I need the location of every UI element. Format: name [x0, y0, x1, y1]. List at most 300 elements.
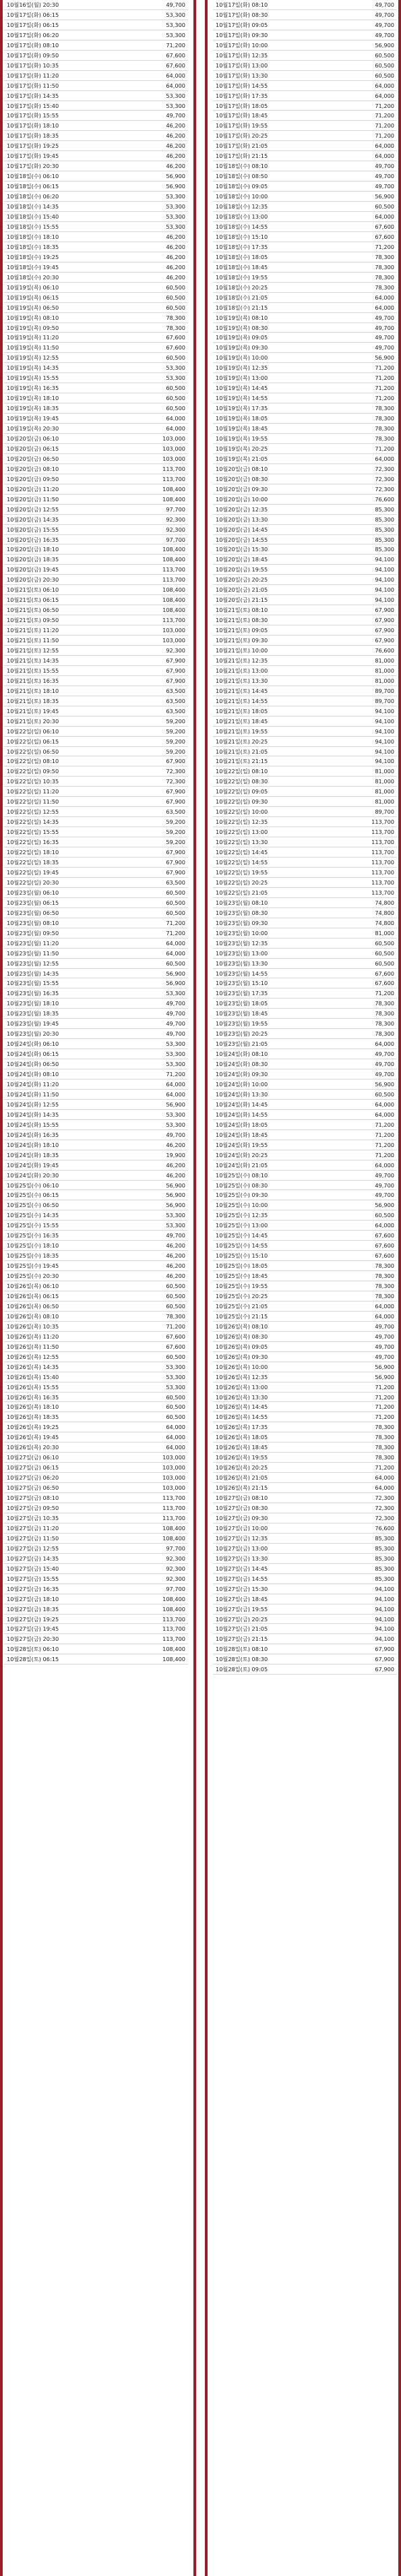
list-item[interactable] — [213, 1453, 397, 1463]
list-item[interactable] — [213, 686, 397, 696]
list-item[interactable] — [213, 1049, 397, 1059]
list-item[interactable] — [4, 646, 188, 656]
list-item[interactable] — [4, 0, 188, 10]
list-item[interactable] — [213, 1019, 397, 1029]
list-item[interactable] — [213, 918, 397, 928]
list-item[interactable] — [4, 1190, 188, 1200]
list-item[interactable] — [4, 1372, 188, 1382]
list-item[interactable] — [4, 807, 188, 817]
list-item[interactable] — [4, 625, 188, 636]
list-item[interactable] — [4, 353, 188, 363]
list-item[interactable] — [213, 51, 397, 61]
list-item[interactable] — [213, 131, 397, 141]
list-item[interactable] — [4, 868, 188, 878]
list-item[interactable] — [4, 878, 188, 888]
list-item[interactable] — [213, 1312, 397, 1322]
list-item[interactable] — [4, 1251, 188, 1261]
list-item[interactable] — [213, 484, 397, 495]
list-item[interactable] — [213, 1120, 397, 1130]
list-item[interactable] — [213, 827, 397, 837]
list-item[interactable] — [4, 1029, 188, 1039]
list-item[interactable] — [4, 454, 188, 464]
list-item[interactable] — [4, 273, 188, 283]
list-item[interactable] — [4, 565, 188, 575]
list-item[interactable] — [213, 656, 397, 666]
list-item[interactable] — [4, 1402, 188, 1412]
list-item[interactable] — [213, 565, 397, 575]
list-item[interactable] — [213, 30, 397, 40]
list-item[interactable] — [4, 40, 188, 51]
list-item[interactable] — [4, 1362, 188, 1372]
list-item[interactable] — [4, 756, 188, 766]
list-item[interactable] — [213, 1210, 397, 1221]
list-item[interactable] — [4, 1604, 188, 1615]
list-item[interactable] — [213, 474, 397, 484]
list-item[interactable] — [213, 1443, 397, 1453]
list-item[interactable] — [4, 161, 188, 171]
list-item[interactable] — [213, 81, 397, 91]
list-item[interactable] — [213, 424, 397, 434]
list-item[interactable] — [213, 605, 397, 615]
list-item[interactable] — [213, 1402, 397, 1412]
list-item[interactable] — [4, 978, 188, 988]
list-item[interactable] — [4, 30, 188, 40]
list-item[interactable] — [4, 192, 188, 202]
list-item[interactable] — [213, 71, 397, 81]
list-item[interactable] — [4, 636, 188, 646]
list-item[interactable] — [213, 495, 397, 505]
list-item[interactable] — [213, 1231, 397, 1241]
list-item[interactable] — [213, 202, 397, 212]
list-item[interactable] — [4, 1160, 188, 1171]
list-item[interactable] — [4, 1342, 188, 1352]
list-item[interactable] — [213, 595, 397, 605]
list-item[interactable] — [4, 1312, 188, 1322]
list-item[interactable] — [4, 949, 188, 959]
list-item[interactable] — [4, 323, 188, 333]
list-item[interactable] — [213, 1069, 397, 1080]
list-item[interactable] — [213, 1564, 397, 1574]
list-item[interactable] — [213, 676, 397, 686]
list-item[interactable] — [4, 181, 188, 192]
list-item[interactable] — [4, 1322, 188, 1332]
list-item[interactable] — [4, 888, 188, 898]
list-item[interactable] — [213, 969, 397, 979]
list-item[interactable] — [4, 1432, 188, 1443]
list-item[interactable] — [213, 636, 397, 646]
list-item[interactable] — [4, 1574, 188, 1584]
list-item[interactable] — [213, 747, 397, 757]
list-item[interactable] — [4, 615, 188, 625]
list-item[interactable] — [213, 1412, 397, 1422]
list-item[interactable] — [4, 1393, 188, 1403]
list-item[interactable] — [4, 525, 188, 535]
list-item[interactable] — [4, 1130, 188, 1140]
list-item[interactable] — [213, 1615, 397, 1625]
list-item[interactable] — [4, 495, 188, 505]
list-item[interactable] — [213, 625, 397, 636]
list-item[interactable] — [213, 1362, 397, 1372]
list-item[interactable] — [4, 999, 188, 1009]
list-item[interactable] — [213, 585, 397, 595]
list-item[interactable] — [213, 1009, 397, 1019]
list-item[interactable] — [213, 1322, 397, 1332]
list-item[interactable] — [4, 505, 188, 515]
list-item[interactable] — [213, 717, 397, 727]
list-item[interactable] — [213, 1281, 397, 1291]
list-item[interactable] — [4, 363, 188, 373]
list-item[interactable] — [213, 1150, 397, 1160]
list-item[interactable] — [213, 434, 397, 444]
list-item[interactable] — [4, 1513, 188, 1523]
list-item[interactable] — [4, 101, 188, 111]
list-item[interactable] — [213, 171, 397, 181]
list-item[interactable] — [4, 343, 188, 353]
list-item[interactable] — [4, 717, 188, 727]
list-item[interactable] — [213, 1493, 397, 1503]
list-item[interactable] — [4, 1443, 188, 1453]
list-item[interactable] — [4, 1473, 188, 1483]
list-item[interactable] — [4, 1200, 188, 1210]
list-item[interactable] — [213, 283, 397, 293]
list-item[interactable] — [4, 10, 188, 20]
list-item[interactable] — [4, 1493, 188, 1503]
list-item[interactable] — [4, 1090, 188, 1100]
list-item[interactable] — [213, 273, 397, 283]
list-item[interactable] — [4, 1463, 188, 1473]
list-item[interactable] — [4, 121, 188, 131]
list-item[interactable] — [4, 252, 188, 262]
list-item[interactable] — [4, 393, 188, 403]
list-item[interactable] — [213, 454, 397, 464]
list-item[interactable] — [4, 908, 188, 918]
list-item[interactable] — [4, 141, 188, 151]
list-item[interactable] — [213, 1352, 397, 1362]
list-item[interactable] — [4, 918, 188, 928]
list-item[interactable] — [213, 988, 397, 999]
list-item[interactable] — [213, 837, 397, 847]
list-item[interactable] — [213, 1261, 397, 1271]
list-item[interactable] — [4, 1059, 188, 1069]
list-item[interactable] — [4, 71, 188, 81]
list-item[interactable] — [4, 585, 188, 595]
list-item[interactable] — [4, 212, 188, 222]
list-item[interactable] — [4, 1231, 188, 1241]
list-item[interactable] — [4, 686, 188, 696]
list-item[interactable] — [4, 1654, 188, 1664]
list-item[interactable] — [213, 141, 397, 151]
list-item[interactable] — [213, 1634, 397, 1644]
list-item[interactable] — [4, 928, 188, 939]
list-item[interactable] — [213, 505, 397, 515]
list-item[interactable] — [4, 777, 188, 787]
list-item[interactable] — [4, 1615, 188, 1625]
list-item[interactable] — [4, 434, 188, 444]
list-item[interactable] — [213, 1534, 397, 1544]
list-item[interactable] — [4, 1009, 188, 1019]
list-item[interactable] — [4, 1039, 188, 1049]
list-item[interactable] — [4, 202, 188, 212]
list-item[interactable] — [213, 1110, 397, 1120]
list-item[interactable] — [4, 1422, 188, 1432]
list-item[interactable] — [4, 1564, 188, 1574]
list-item[interactable] — [213, 1594, 397, 1604]
list-item[interactable] — [4, 605, 188, 615]
list-item[interactable] — [213, 232, 397, 242]
list-item[interactable] — [4, 727, 188, 737]
list-item[interactable] — [213, 766, 397, 777]
list-item[interactable] — [4, 1241, 188, 1251]
list-item[interactable] — [4, 1534, 188, 1544]
list-item[interactable] — [213, 151, 397, 161]
list-item[interactable] — [4, 1110, 188, 1120]
list-item[interactable] — [213, 575, 397, 585]
list-item[interactable] — [4, 383, 188, 393]
list-item[interactable] — [213, 303, 397, 313]
list-item[interactable] — [4, 1120, 188, 1130]
list-item[interactable] — [213, 1080, 397, 1090]
list-item[interactable] — [4, 1594, 188, 1604]
list-item[interactable] — [4, 242, 188, 252]
list-item[interactable] — [4, 1181, 188, 1191]
list-item[interactable] — [213, 1251, 397, 1261]
list-item[interactable] — [4, 1100, 188, 1110]
list-item[interactable] — [213, 212, 397, 222]
list-item[interactable] — [4, 91, 188, 101]
list-item[interactable] — [4, 20, 188, 30]
list-item[interactable] — [213, 1332, 397, 1342]
list-item[interactable] — [4, 171, 188, 181]
list-item[interactable] — [213, 756, 397, 766]
list-item[interactable] — [4, 403, 188, 414]
list-item[interactable] — [213, 242, 397, 252]
list-item[interactable] — [213, 1059, 397, 1069]
list-item[interactable] — [213, 161, 397, 171]
list-item[interactable] — [213, 1473, 397, 1483]
list-item[interactable] — [213, 444, 397, 454]
list-item[interactable] — [4, 424, 188, 434]
list-item[interactable] — [4, 817, 188, 827]
list-item[interactable] — [213, 807, 397, 817]
list-item[interactable] — [4, 111, 188, 121]
list-item[interactable] — [4, 1554, 188, 1564]
list-item[interactable] — [213, 91, 397, 101]
list-item[interactable] — [213, 999, 397, 1009]
list-item[interactable] — [213, 1029, 397, 1039]
list-item[interactable] — [213, 1372, 397, 1382]
list-item[interactable] — [213, 111, 397, 121]
list-item[interactable] — [4, 151, 188, 161]
list-item[interactable] — [213, 797, 397, 807]
list-item[interactable] — [4, 1544, 188, 1554]
list-item[interactable] — [213, 40, 397, 51]
list-item[interactable] — [213, 20, 397, 30]
list-item[interactable] — [4, 262, 188, 273]
list-item[interactable] — [213, 1140, 397, 1150]
list-item[interactable] — [213, 1181, 397, 1191]
list-item[interactable] — [213, 1432, 397, 1443]
list-item[interactable] — [213, 525, 397, 535]
list-item[interactable] — [4, 373, 188, 383]
list-item[interactable] — [4, 666, 188, 676]
list-item[interactable] — [213, 1301, 397, 1312]
list-item[interactable] — [4, 444, 188, 454]
list-item[interactable] — [213, 192, 397, 202]
list-item[interactable] — [213, 737, 397, 747]
list-item[interactable] — [213, 1130, 397, 1140]
list-item[interactable] — [4, 474, 188, 484]
list-item[interactable] — [4, 515, 188, 525]
list-item[interactable] — [213, 1291, 397, 1301]
list-item[interactable] — [213, 10, 397, 20]
list-item[interactable] — [213, 333, 397, 343]
list-item[interactable] — [213, 293, 397, 303]
list-item[interactable] — [4, 1271, 188, 1281]
list-item[interactable] — [4, 766, 188, 777]
list-item[interactable] — [213, 1393, 397, 1403]
list-item[interactable] — [213, 252, 397, 262]
list-item[interactable] — [4, 1221, 188, 1231]
list-item[interactable] — [213, 1584, 397, 1594]
list-item[interactable] — [213, 464, 397, 474]
list-item[interactable] — [213, 949, 397, 959]
list-item[interactable] — [213, 61, 397, 71]
list-item[interactable] — [213, 1463, 397, 1473]
list-item[interactable] — [213, 1342, 397, 1352]
list-item[interactable] — [213, 1100, 397, 1110]
list-item[interactable] — [213, 393, 397, 403]
list-item[interactable] — [213, 0, 397, 10]
list-item[interactable] — [213, 1624, 397, 1634]
list-item[interactable] — [213, 1221, 397, 1231]
list-item[interactable] — [213, 858, 397, 868]
list-item[interactable] — [4, 51, 188, 61]
list-item[interactable] — [213, 888, 397, 898]
list-item[interactable] — [213, 555, 397, 565]
list-item[interactable] — [4, 847, 188, 858]
list-item[interactable] — [4, 1453, 188, 1463]
list-item[interactable] — [213, 978, 397, 988]
list-item[interactable] — [213, 878, 397, 888]
list-item[interactable] — [4, 303, 188, 313]
list-item[interactable] — [4, 1584, 188, 1594]
list-item[interactable] — [4, 747, 188, 757]
list-item[interactable] — [4, 959, 188, 969]
list-item[interactable] — [213, 373, 397, 383]
list-item[interactable] — [4, 464, 188, 474]
list-item[interactable] — [4, 81, 188, 91]
list-item[interactable] — [4, 1080, 188, 1090]
list-item[interactable] — [4, 988, 188, 999]
list-item[interactable] — [4, 232, 188, 242]
list-item[interactable] — [213, 181, 397, 192]
list-item[interactable] — [4, 222, 188, 232]
list-item[interactable] — [4, 1624, 188, 1634]
list-item[interactable] — [213, 1523, 397, 1534]
list-item[interactable] — [4, 1291, 188, 1301]
list-item[interactable] — [4, 535, 188, 545]
list-item[interactable] — [213, 1503, 397, 1513]
list-item[interactable] — [4, 333, 188, 343]
list-item[interactable] — [4, 1069, 188, 1080]
list-item[interactable] — [213, 1654, 397, 1664]
list-item[interactable] — [4, 1171, 188, 1181]
list-item[interactable] — [4, 827, 188, 837]
list-item[interactable] — [4, 414, 188, 424]
list-item[interactable] — [4, 1412, 188, 1422]
list-item[interactable] — [4, 1049, 188, 1059]
list-item[interactable] — [4, 1281, 188, 1291]
list-item[interactable] — [213, 101, 397, 111]
list-item[interactable] — [4, 676, 188, 686]
list-item[interactable] — [4, 656, 188, 666]
list-item[interactable] — [213, 1483, 397, 1493]
list-item[interactable] — [213, 383, 397, 393]
list-item[interactable] — [4, 1352, 188, 1362]
list-item[interactable] — [213, 1090, 397, 1100]
list-item[interactable] — [4, 61, 188, 71]
list-item[interactable] — [213, 1604, 397, 1615]
list-item[interactable] — [213, 262, 397, 273]
list-item[interactable] — [213, 666, 397, 676]
list-item[interactable] — [4, 1301, 188, 1312]
list-item[interactable] — [213, 1200, 397, 1210]
list-item[interactable] — [213, 847, 397, 858]
list-item[interactable] — [213, 515, 397, 525]
list-item[interactable] — [213, 1039, 397, 1049]
list-item[interactable] — [4, 1140, 188, 1150]
list-item[interactable] — [213, 313, 397, 323]
list-item[interactable] — [4, 737, 188, 747]
list-item[interactable] — [213, 1554, 397, 1564]
list-item[interactable] — [213, 403, 397, 414]
list-item[interactable] — [4, 1150, 188, 1160]
list-item[interactable] — [4, 1261, 188, 1271]
list-item[interactable] — [213, 939, 397, 949]
list-item[interactable] — [4, 555, 188, 565]
list-item[interactable] — [4, 595, 188, 605]
list-item[interactable] — [4, 969, 188, 979]
list-item[interactable] — [4, 1634, 188, 1644]
list-item[interactable] — [213, 817, 397, 827]
list-item[interactable] — [4, 1523, 188, 1534]
list-item[interactable] — [213, 544, 397, 555]
list-item[interactable] — [4, 575, 188, 585]
list-item[interactable] — [4, 1382, 188, 1393]
list-item[interactable] — [213, 363, 397, 373]
list-item[interactable] — [213, 615, 397, 625]
list-item[interactable] — [213, 959, 397, 969]
list-item[interactable] — [4, 1210, 188, 1221]
list-item[interactable] — [213, 1382, 397, 1393]
list-item[interactable] — [213, 1190, 397, 1200]
list-item[interactable] — [213, 1171, 397, 1181]
list-item[interactable] — [213, 535, 397, 545]
list-item[interactable] — [213, 353, 397, 363]
list-item[interactable] — [213, 222, 397, 232]
list-item[interactable] — [4, 898, 188, 908]
list-item[interactable] — [213, 1241, 397, 1251]
list-item[interactable] — [4, 484, 188, 495]
list-item[interactable] — [4, 696, 188, 706]
list-item[interactable] — [213, 1664, 397, 1675]
list-item[interactable] — [213, 414, 397, 424]
list-item[interactable] — [213, 1271, 397, 1281]
list-item[interactable] — [4, 1503, 188, 1513]
list-item[interactable] — [4, 1644, 188, 1654]
list-item[interactable] — [4, 787, 188, 797]
list-item[interactable] — [213, 1160, 397, 1171]
